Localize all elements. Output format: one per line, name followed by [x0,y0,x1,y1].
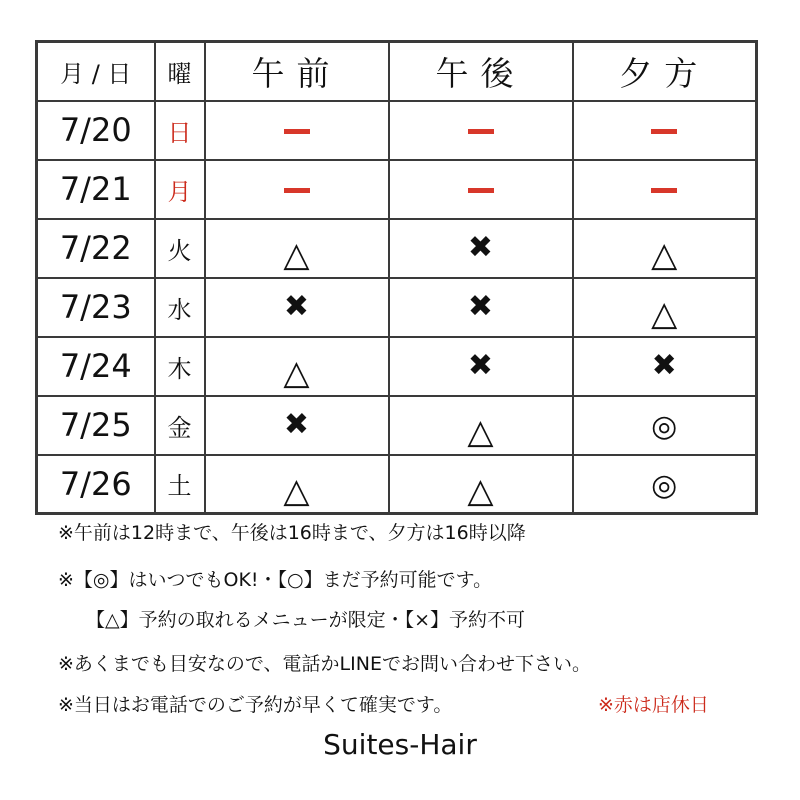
schedule-row [37,160,757,219]
schedule-row [37,101,757,160]
schedule-body [37,101,757,514]
reservation-schedule-table [35,40,758,515]
day-of-week-cell: 金 [155,396,205,455]
afternoon-slot-cell [389,101,573,160]
schedule-row [37,396,757,455]
schedule-row [37,278,757,337]
triangle-icon: △ [283,353,310,393]
day-of-week-cell: 木 [155,337,205,396]
note-same-day: ※当日はお電話でのご予約が早くて確実です。 [58,694,453,716]
triangle-icon: △ [651,294,678,334]
note-time-ranges: ※午前は12時まで、午後は16時まで、夕方は16時以降 [58,522,526,544]
closed-dash-icon [651,188,677,193]
header-evening: 夕方 [573,42,757,101]
evening-slot-cell [573,160,757,219]
morning-slot-cell [205,455,389,514]
day-of-week-cell: 土 [155,455,205,514]
morning-slot-cell [205,337,389,396]
closed-dash-icon [284,129,310,134]
double-circle-icon: ◎ [651,409,678,444]
cross-icon: ✖ [467,289,494,324]
cross-icon: ✖ [651,348,677,383]
evening-slot-cell [573,219,757,278]
note-holiday-legend: ※赤は店休日 [598,694,709,716]
afternoon-slot-cell [389,455,573,514]
day-of-week-cell: 日 [155,101,205,160]
evening-slot-cell [573,101,757,160]
closed-dash-icon [468,188,494,193]
header-date: 月 / 日 [37,42,155,101]
header-day-of-week: 曜 [155,42,205,101]
header-morning: 午前 [205,42,389,101]
triangle-icon: △ [283,235,310,275]
date-cell: 7/23 [37,278,155,337]
triangle-icon: △ [467,412,494,452]
date-cell: 7/24 [37,337,155,396]
table-header-row [37,42,757,101]
afternoon-slot-cell [389,160,573,219]
note-contact: ※あくまでも目安なので、電話かLINEでお問い合わせ下さい。 [58,653,591,675]
evening-slot-cell [573,455,757,514]
afternoon-slot-cell [389,337,573,396]
cross-icon: ✖ [283,289,310,324]
day-of-week-cell: 火 [155,219,205,278]
header-afternoon: 午後 [389,42,573,101]
date-cell: 7/22 [37,219,155,278]
evening-slot-cell [573,337,757,396]
schedule-row [37,337,757,396]
note-legend-limited: 【△】予約の取れるメニューが限定・【×】予約不可 [86,609,526,631]
morning-slot-cell [205,101,389,160]
morning-slot-cell [205,396,389,455]
day-of-week-cell: 月 [155,160,205,219]
closed-dash-icon [284,188,310,193]
afternoon-slot-cell [389,219,573,278]
cross-icon: ✖ [467,348,494,383]
schedule-row [37,219,757,278]
afternoon-slot-cell [389,396,573,455]
double-circle-icon: ◎ [651,467,678,503]
evening-slot-cell [573,396,757,455]
closed-dash-icon [468,129,494,134]
morning-slot-cell [205,219,389,278]
schedule-row [37,455,757,514]
date-cell: 7/25 [37,396,155,455]
cross-icon: ✖ [283,407,310,442]
date-cell: 7/20 [37,101,155,160]
cross-icon: ✖ [467,230,494,265]
triangle-icon: △ [651,235,678,275]
salon-name: Suites-Hair [323,728,477,761]
afternoon-slot-cell [389,278,573,337]
triangle-icon: △ [467,470,494,511]
note-legend-available: ※【◎】はいつでもOK!・【○】まだ予約可能です。 [58,569,493,591]
morning-slot-cell [205,160,389,219]
date-cell: 7/21 [37,160,155,219]
closed-dash-icon [651,129,677,134]
morning-slot-cell [205,278,389,337]
triangle-icon: △ [283,470,310,511]
date-cell: 7/26 [37,455,155,514]
day-of-week-cell: 水 [155,278,205,337]
evening-slot-cell [573,278,757,337]
